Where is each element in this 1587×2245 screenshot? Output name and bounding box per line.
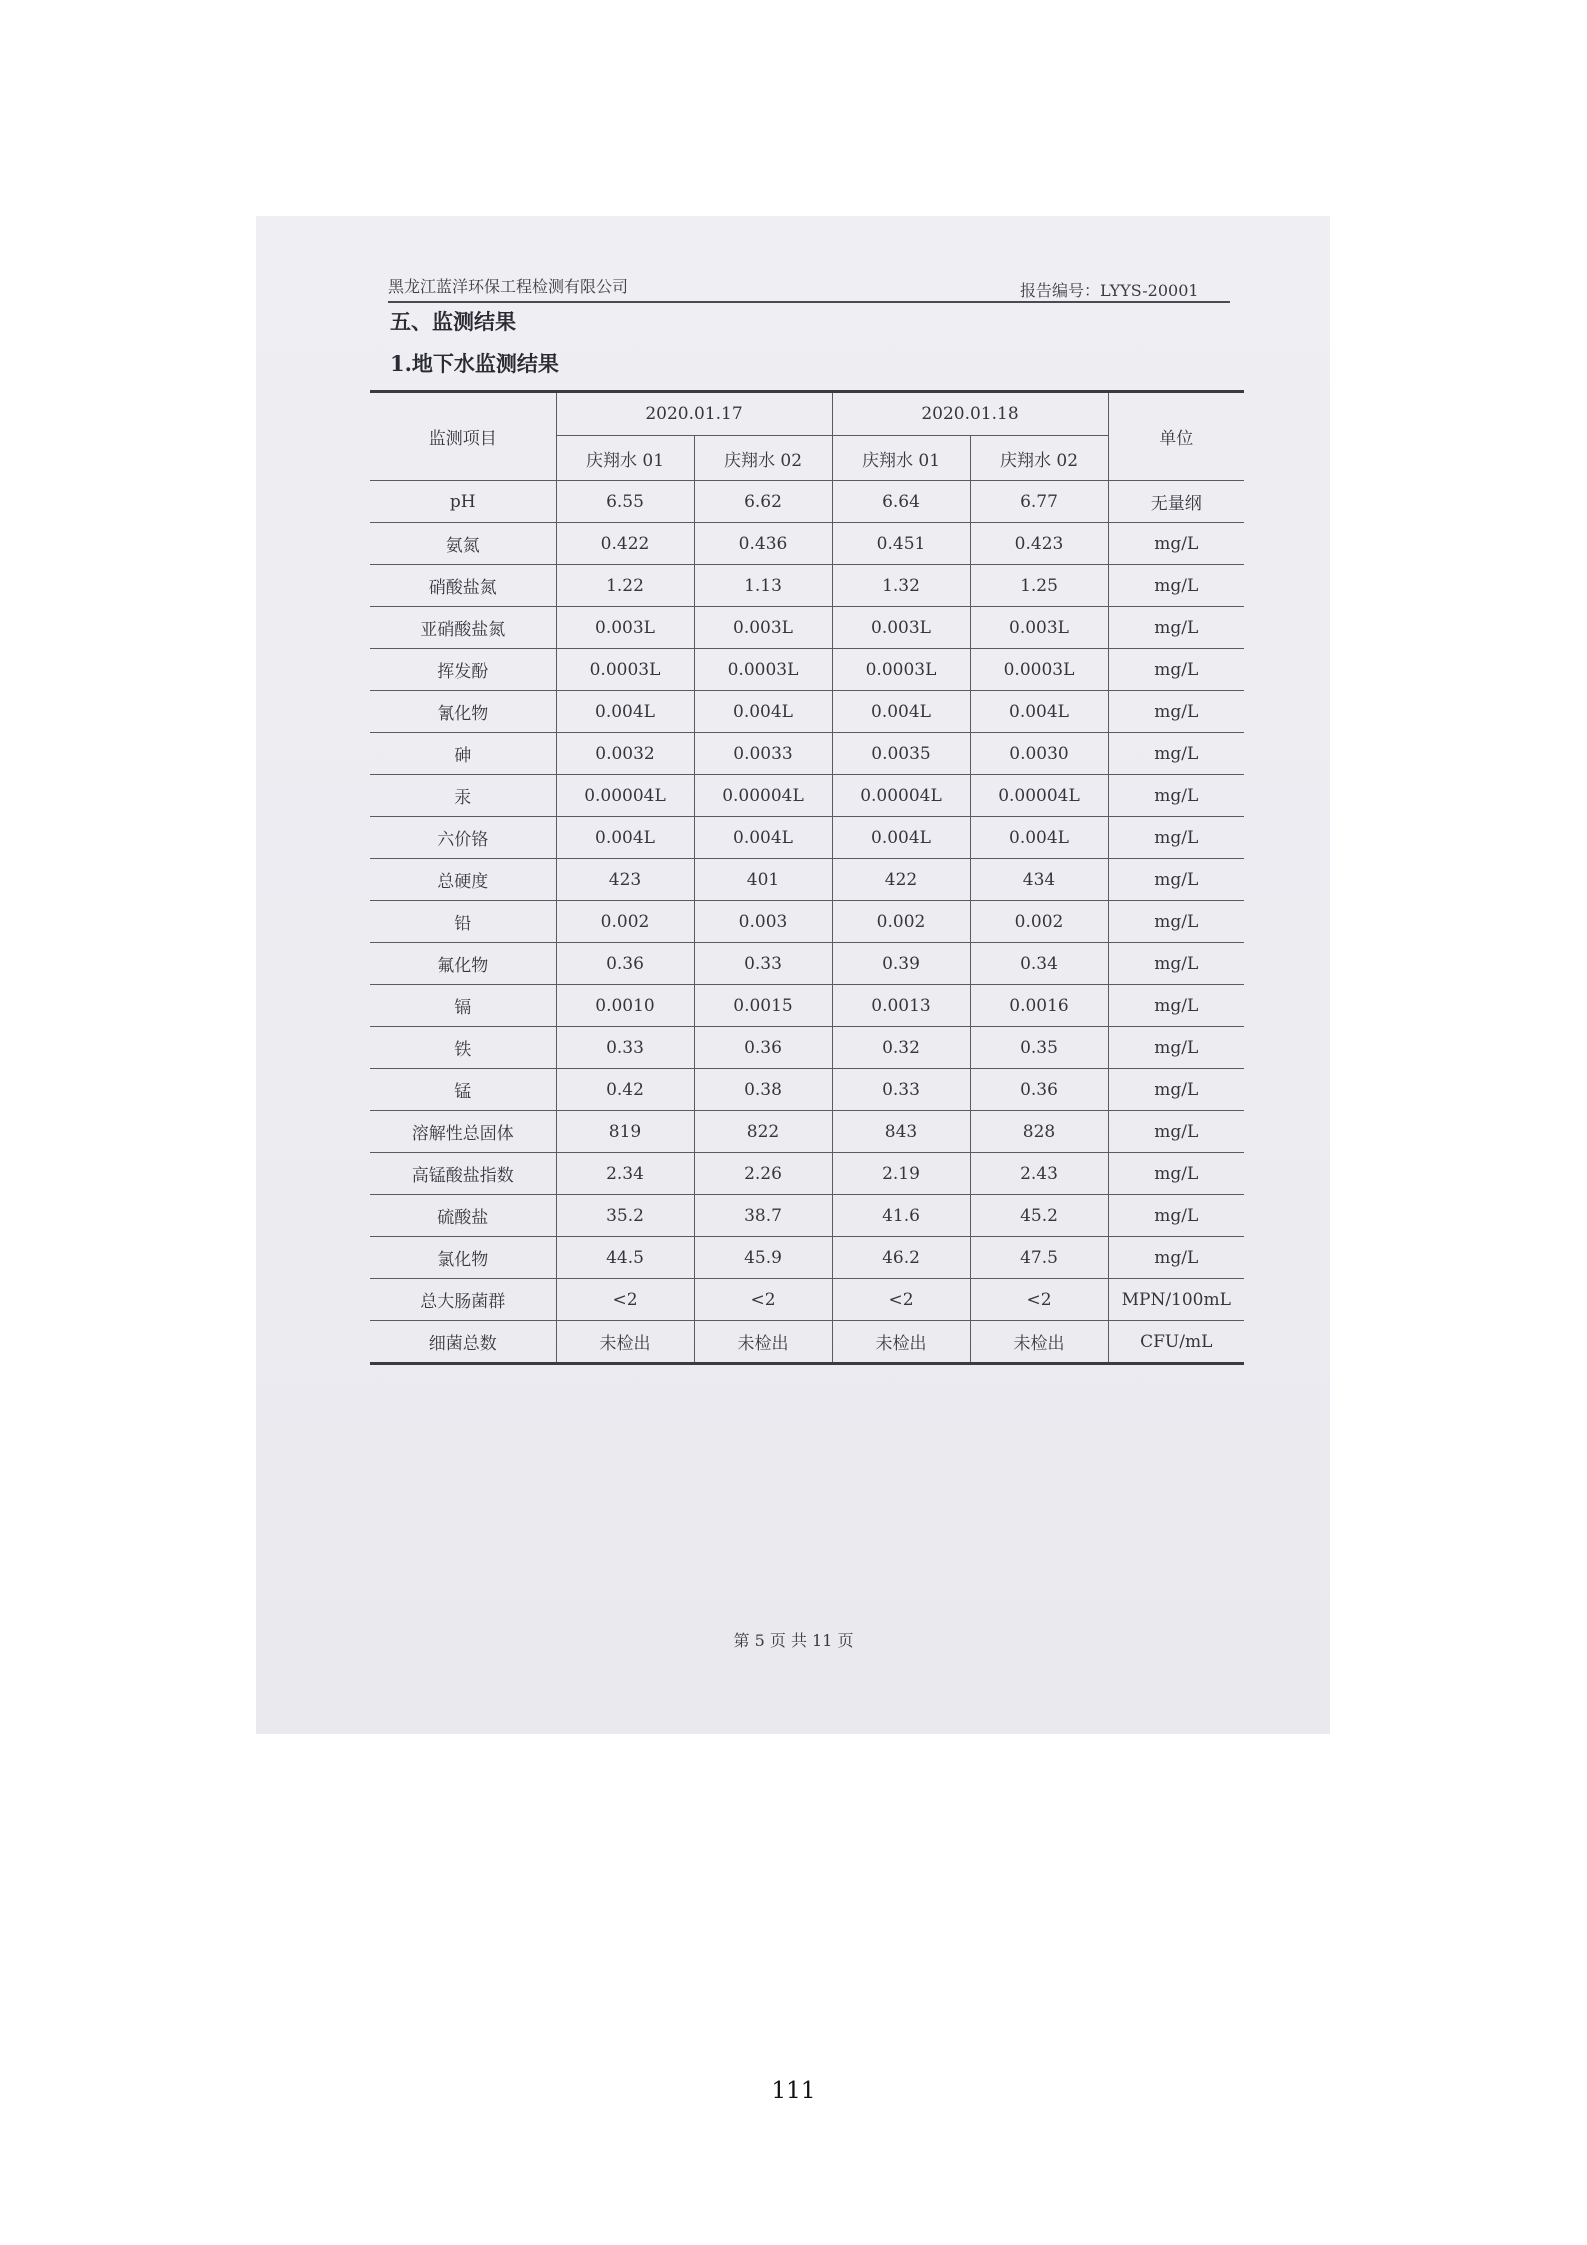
value-cell: <2 [694,1279,832,1321]
value-cell: 0.004L [832,817,970,859]
value-cell: 35.2 [556,1195,694,1237]
item-cell: 高锰酸盐指数 [370,1153,556,1195]
value-cell: 0.004L [694,691,832,733]
value-cell: 1.13 [694,565,832,607]
value-cell: 0.436 [694,523,832,565]
value-cell: 0.38 [694,1069,832,1111]
value-cell: 401 [694,859,832,901]
value-cell: 1.32 [832,565,970,607]
unit-cell: mg/L [1108,607,1244,649]
value-cell: 0.004L [556,691,694,733]
value-cell: <2 [970,1279,1108,1321]
value-cell: 828 [970,1111,1108,1153]
date-header-1: 2020.01.17 [556,392,832,436]
table-row [370,649,1244,691]
item-cell: 砷 [370,733,556,775]
table-row [370,523,1244,565]
unit-cell: mg/L [1108,523,1244,565]
value-cell: 0.39 [832,943,970,985]
item-cell: pH [370,481,556,523]
value-cell: 0.00004L [832,775,970,817]
value-cell: 41.6 [832,1195,970,1237]
value-cell: 0.0010 [556,985,694,1027]
table-row [370,1027,1244,1069]
value-cell: 0.33 [832,1069,970,1111]
value-cell: 2.19 [832,1153,970,1195]
item-cell: 铅 [370,901,556,943]
value-cell: 38.7 [694,1195,832,1237]
value-cell: <2 [556,1279,694,1321]
value-cell: 0.00004L [970,775,1108,817]
value-cell: 0.0030 [970,733,1108,775]
site-header: 庆翔水 01 [832,436,970,481]
item-cell: 亚硝酸盐氮 [370,607,556,649]
value-cell: 0.422 [556,523,694,565]
value-cell: 2.34 [556,1153,694,1195]
value-cell: 2.43 [970,1153,1108,1195]
value-cell: 0.0015 [694,985,832,1027]
value-cell: 0.0003L [832,649,970,691]
header-divider [388,301,1230,303]
unit-cell: mg/L [1108,859,1244,901]
item-cell: 硝酸盐氮 [370,565,556,607]
unit-cell: mg/L [1108,1111,1244,1153]
value-cell: 0.35 [970,1027,1108,1069]
unit-cell: mg/L [1108,691,1244,733]
unit-cell: mg/L [1108,1027,1244,1069]
value-cell: 819 [556,1111,694,1153]
table-row [370,1069,1244,1111]
unit-cell: mg/L [1108,817,1244,859]
value-cell: 1.22 [556,565,694,607]
value-cell: 0.423 [970,523,1108,565]
table-row [370,817,1244,859]
value-cell: 46.2 [832,1237,970,1279]
value-cell: 422 [832,859,970,901]
item-cell: 氨氮 [370,523,556,565]
table-row [370,733,1244,775]
value-cell: 0.0033 [694,733,832,775]
value-cell: 未检出 [832,1321,970,1364]
item-cell: 镉 [370,985,556,1027]
subsection-title: 1.地下水监测结果 [390,351,559,376]
value-cell: 0.42 [556,1069,694,1111]
results-table [370,390,1244,1365]
unit-cell: mg/L [1108,985,1244,1027]
value-cell: 0.0013 [832,985,970,1027]
table-row [370,1321,1244,1364]
item-cell: 挥发酚 [370,649,556,691]
value-cell: 434 [970,859,1108,901]
table-row [370,985,1244,1027]
item-cell: 总大肠菌群 [370,1279,556,1321]
section-title: 五、监测结果 [390,309,516,334]
item-cell: 氟化物 [370,943,556,985]
value-cell: 1.25 [970,565,1108,607]
item-cell: 六价铬 [370,817,556,859]
value-cell: 44.5 [556,1237,694,1279]
page-indicator: 第 5 页 共 11 页 [733,1631,854,1650]
item-cell: 总硬度 [370,859,556,901]
value-cell: 0.36 [694,1027,832,1069]
value-cell: 0.004L [556,817,694,859]
value-cell: 未检出 [694,1321,832,1364]
value-cell: 45.9 [694,1237,832,1279]
table-row [370,859,1244,901]
item-cell: 氯化物 [370,1237,556,1279]
table-header-row [370,392,1244,436]
item-cell: 硫酸盐 [370,1195,556,1237]
table-row [370,943,1244,985]
value-cell: 0.0003L [694,649,832,691]
document-page-number: 111 [771,2078,816,2104]
site-header: 庆翔水 02 [970,436,1108,481]
item-cell: 细菌总数 [370,1321,556,1364]
value-cell: <2 [832,1279,970,1321]
item-cell: 氰化物 [370,691,556,733]
value-cell: 未检出 [970,1321,1108,1364]
value-cell: 0.002 [832,901,970,943]
value-cell: 423 [556,859,694,901]
value-cell: 843 [832,1111,970,1153]
unit-cell: mg/L [1108,733,1244,775]
unit-cell: mg/L [1108,1069,1244,1111]
value-cell: 0.36 [970,1069,1108,1111]
unit-cell: mg/L [1108,1153,1244,1195]
value-cell: 6.64 [832,481,970,523]
value-cell: 0.0032 [556,733,694,775]
unit-cell: mg/L [1108,649,1244,691]
table-row [370,1195,1244,1237]
table-row [370,607,1244,649]
table-row [370,775,1244,817]
table-row [370,691,1244,733]
unit-cell: mg/L [1108,901,1244,943]
value-cell: 0.0003L [970,649,1108,691]
table-row [370,1153,1244,1195]
value-cell: 0.004L [970,817,1108,859]
report-number: 报告编号：LYYS-20001 [1020,281,1199,300]
value-cell: 0.32 [832,1027,970,1069]
unit-cell: 无量纲 [1108,481,1244,523]
unit-cell: mg/L [1108,1195,1244,1237]
company-name: 黑龙江蓝洋环保工程检测有限公司 [388,277,629,296]
unit-cell: mg/L [1108,775,1244,817]
value-cell: 0.451 [832,523,970,565]
site-header: 庆翔水 01 [556,436,694,481]
value-cell: 0.003L [694,607,832,649]
unit-cell: mg/L [1108,565,1244,607]
date-header-2: 2020.01.18 [832,392,1108,436]
table-row [370,901,1244,943]
value-cell: 0.003L [832,607,970,649]
value-cell: 2.26 [694,1153,832,1195]
item-cell: 铁 [370,1027,556,1069]
unit-cell: mg/L [1108,1237,1244,1279]
value-cell: 47.5 [970,1237,1108,1279]
value-cell: 0.004L [694,817,832,859]
value-cell: 6.77 [970,481,1108,523]
table-row [370,1237,1244,1279]
value-cell: 0.00004L [556,775,694,817]
value-cell: 6.55 [556,481,694,523]
value-cell: 0.003 [694,901,832,943]
value-cell: 6.62 [694,481,832,523]
value-cell: 0.00004L [694,775,832,817]
site-header: 庆翔水 02 [694,436,832,481]
table-row [370,1279,1244,1321]
table-row [370,565,1244,607]
value-cell: 45.2 [970,1195,1108,1237]
table-row [370,1111,1244,1153]
value-cell: 0.33 [556,1027,694,1069]
value-cell: 0.002 [556,901,694,943]
unit-cell: MPN/100mL [1108,1279,1244,1321]
value-cell: 822 [694,1111,832,1153]
value-cell: 0.003L [556,607,694,649]
value-cell: 0.0035 [832,733,970,775]
table-row [370,481,1244,523]
unit-column-header: 单位 [1108,392,1244,481]
item-cell: 锰 [370,1069,556,1111]
unit-cell: CFU/mL [1108,1321,1244,1364]
value-cell: 0.0003L [556,649,694,691]
value-cell: 0.33 [694,943,832,985]
value-cell: 0.34 [970,943,1108,985]
item-cell: 溶解性总固体 [370,1111,556,1153]
value-cell: 0.36 [556,943,694,985]
value-cell: 0.003L [970,607,1108,649]
item-cell: 汞 [370,775,556,817]
item-column-header: 监测项目 [370,392,556,481]
value-cell: 0.004L [832,691,970,733]
unit-cell: mg/L [1108,943,1244,985]
value-cell: 0.002 [970,901,1108,943]
value-cell: 0.004L [970,691,1108,733]
value-cell: 未检出 [556,1321,694,1364]
value-cell: 0.0016 [970,985,1108,1027]
